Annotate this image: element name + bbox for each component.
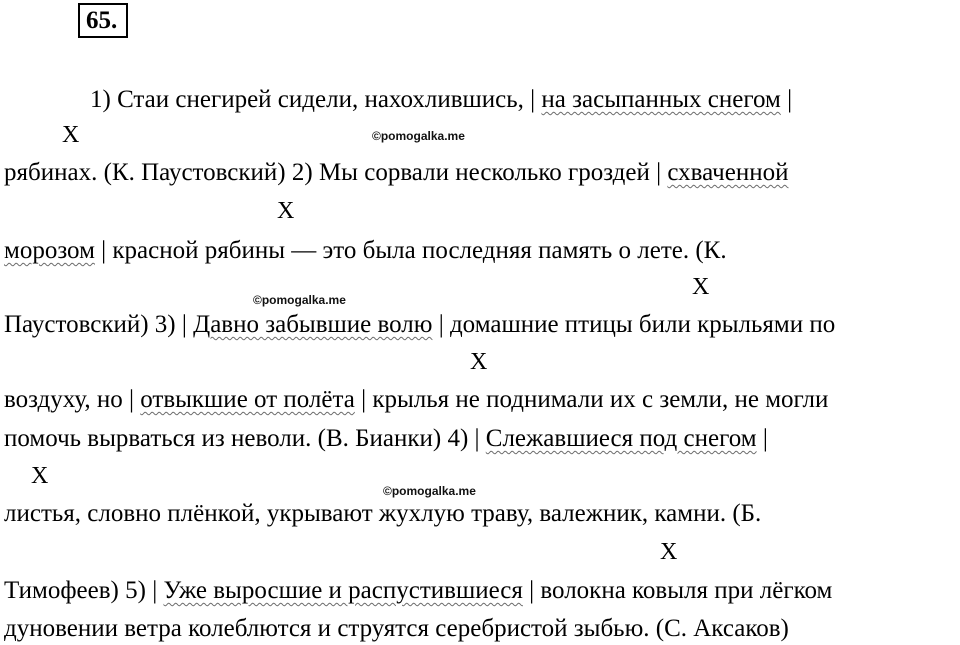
cross-mark: X	[660, 539, 678, 565]
text-line-4: Паустовский) 3) | Давно забывшие волю | домашние птицы били крыльями по	[4, 311, 836, 338]
participial-phrase: Слежавшиеся под снегом	[485, 425, 757, 452]
text-line-5: воздуху, но | отвыкшие от полёта | крылья не поднимали их с земли, не могли	[4, 386, 829, 413]
participial-phrase: морозом	[4, 237, 95, 264]
cross-mark: X	[470, 349, 488, 375]
text-line-7: листья, словно плёнкой, укрывают жухлую траву, валежник, камни. (Б.	[4, 500, 762, 527]
exercise-number: 65.	[78, 3, 128, 38]
cross-mark: X	[277, 198, 295, 224]
text-line-9: дуновении ветра колеблются и струятся серебристой зыбью. (С. Аксаков)	[4, 615, 789, 642]
participial-phrase: на засыпанных снегом	[541, 86, 781, 113]
watermark: ©pomogalka.me	[383, 484, 476, 498]
text-line-6: помочь вырваться из неволи. (В. Бианки) 4) | Слежавшиеся под снегом |	[4, 425, 768, 452]
watermark: ©pomogalka.me	[253, 293, 346, 307]
cross-mark: X	[692, 274, 710, 300]
cross-mark: X	[31, 463, 49, 489]
text-line-3: морозом | красной рябины — это была последняя память о лете. (К.	[4, 237, 727, 264]
participial-phrase: Давно забывшие волю	[193, 311, 433, 338]
text-line-8: Тимофеев) 5) | Уже выросшие и распустившиеся | волокна ковыля при лёгком	[4, 577, 833, 604]
watermark: ©pomogalka.me	[372, 129, 465, 143]
text-line-1: 1) Стаи снегирей сидели, нахохлившись, | на засыпанных снегом |	[90, 86, 793, 113]
cross-mark: X	[62, 122, 80, 148]
participial-phrase: схваченной	[667, 159, 789, 186]
participial-phrase: отвыкшие от полёта	[140, 386, 355, 413]
text-line-2: рябинах. (К. Паустовский) 2) Мы сорвали несколько гроздей | схваченной	[4, 159, 789, 186]
participial-phrase: Уже выросшие и распустившиеся	[163, 577, 523, 604]
